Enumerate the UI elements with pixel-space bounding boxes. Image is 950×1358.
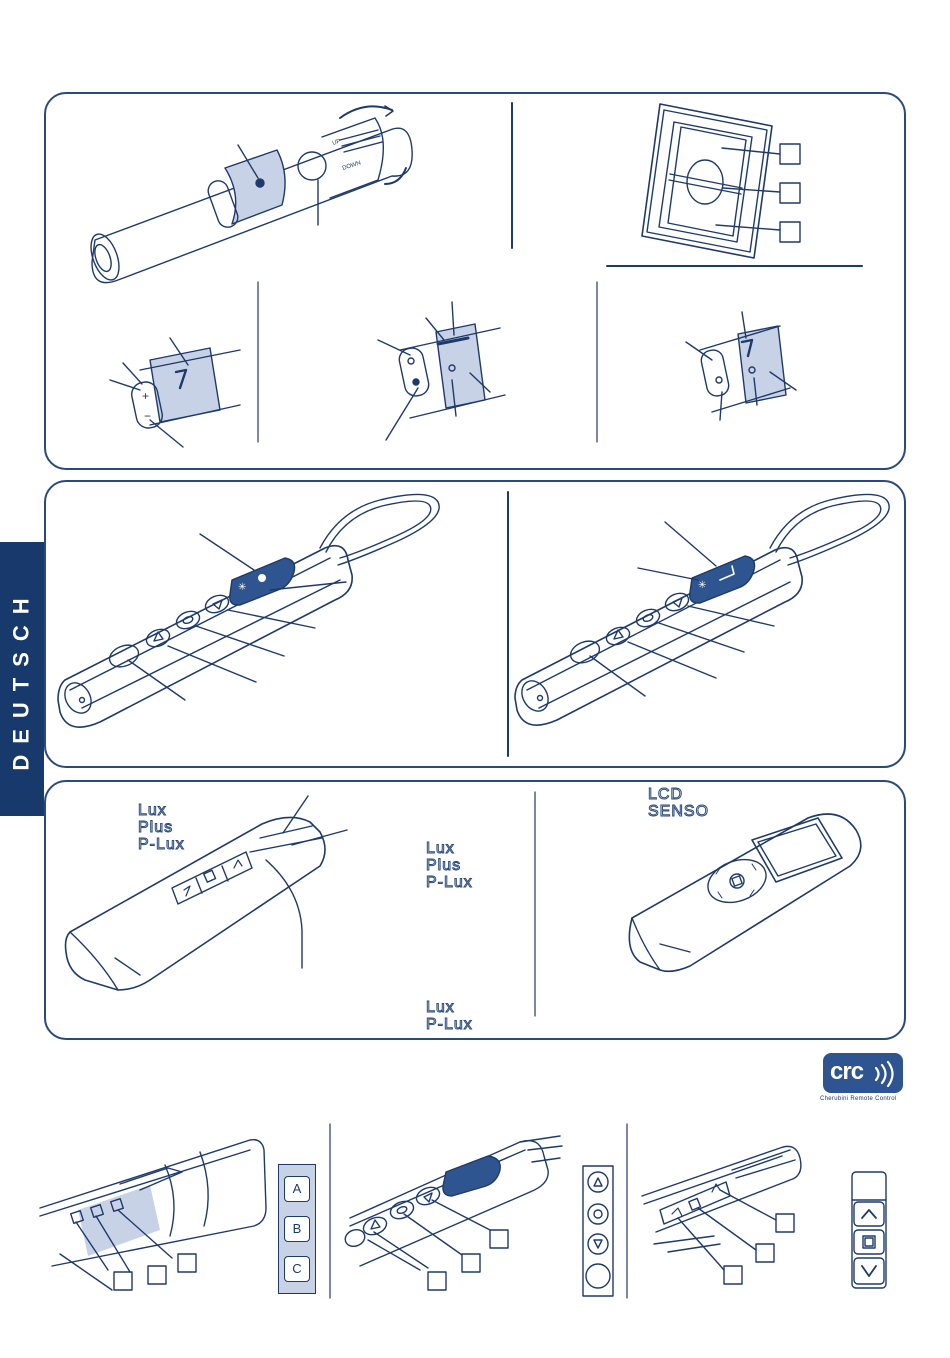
remote-key-column: [583, 1166, 613, 1296]
model-list-right: [648, 786, 709, 820]
bottom-lcd-remote-detail: [642, 1146, 801, 1284]
switch-callout-box-2: [780, 183, 800, 203]
model-list-left: [138, 802, 185, 853]
ring-detail-1: [110, 338, 240, 447]
svg-text:✳: ✳: [698, 580, 707, 591]
model-name: Plus: [426, 857, 462, 874]
model-list-middle-1: [426, 840, 473, 891]
language-label: DEUTSCH: [9, 587, 34, 771]
svg-text:✳: ✳: [238, 582, 247, 593]
tube-motor-drawing: [86, 106, 413, 284]
key-a[interactable]: A: [284, 1176, 310, 1202]
remote-right-drawing: [515, 494, 889, 725]
switch-callout-box-1: [780, 144, 800, 164]
bottom-remote-detail: [343, 1136, 562, 1290]
crc-tagline: Cherubini Remote Control: [820, 1096, 897, 1102]
svg-text:+: +: [142, 389, 150, 403]
wall-switch-drawing: [607, 104, 862, 266]
svg-text:−: −: [144, 409, 152, 423]
model-name: P-Lux: [426, 874, 473, 891]
tube-up-label: UP: [331, 138, 342, 147]
remote-left-drawing: [58, 494, 439, 727]
key-c[interactable]: C: [284, 1256, 310, 1282]
model-name: SENSO: [648, 803, 710, 820]
lcd-key-column: [852, 1172, 886, 1288]
model-name: Plus: [138, 819, 174, 836]
model-name: P-Lux: [138, 836, 185, 853]
key-b[interactable]: B: [284, 1216, 310, 1242]
model-name: LCD: [648, 786, 684, 803]
switch-callout-box-3: [780, 222, 800, 242]
remote-slim-drawing: [66, 796, 348, 990]
remote-lcd-drawing: [629, 814, 860, 971]
model-list-middle-2: [426, 999, 473, 1033]
model-name: Lux: [138, 802, 167, 819]
wireless-signal-icon: [872, 1061, 900, 1087]
bottom-tube-detail: [40, 1140, 266, 1290]
tube-led-dot: [256, 179, 264, 187]
model-name: P-Lux: [426, 1016, 473, 1033]
ring-detail-3: [686, 312, 796, 420]
model-name: Lux: [426, 999, 455, 1016]
tube-down-label: DOWN: [341, 160, 362, 172]
crc-logo-text: crc: [830, 1058, 864, 1085]
tube-button: [298, 152, 326, 180]
ring-detail-2: [378, 302, 505, 440]
model-name: Lux: [426, 840, 455, 857]
